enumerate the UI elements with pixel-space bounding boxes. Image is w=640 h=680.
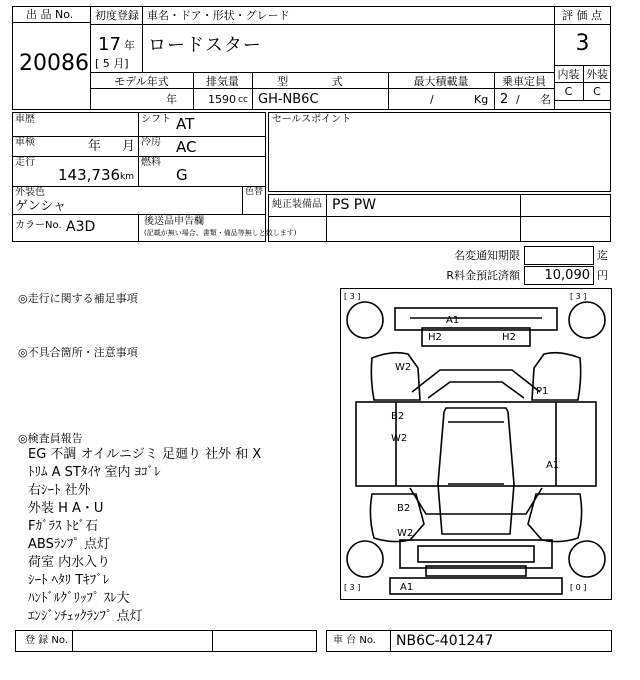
- chassis-no: NB6C-401247: [396, 633, 494, 649]
- mileage-value: 143,736: [58, 166, 121, 184]
- displacement-unit: cc: [238, 95, 248, 105]
- mark-right-front-fender: P1: [536, 386, 549, 397]
- inspector-line: ｼｰﾄ ﾍﾀﾘ Tｷﾌﾞﾚ: [28, 573, 110, 588]
- chassis-no-label: 車 台 No.: [333, 635, 376, 646]
- inspection-label: 車検: [15, 137, 35, 148]
- car-name-label: 車名・ドア・形状・グレード: [147, 9, 290, 22]
- inspector-line: 荷室 内水入り: [28, 555, 111, 570]
- recycle-fee-unit: 円: [597, 269, 608, 282]
- mark-left-door-1: B2: [391, 411, 405, 422]
- mark-left-door-2: W2: [391, 433, 408, 444]
- model-type: GH-NB6C: [258, 92, 319, 107]
- shift-label: シフト: [141, 114, 171, 125]
- recycle-fee-amount: 10,090: [544, 268, 590, 283]
- capacity-separator: /: [516, 93, 520, 106]
- mileage-unit: km: [120, 172, 134, 182]
- documents-label: 後送品申告欄: [144, 216, 204, 227]
- name-change-unit: 迄: [597, 249, 608, 262]
- inspector-report-label: ◎検査員報告: [18, 432, 83, 445]
- lot-no: 20086: [19, 51, 89, 76]
- exterior-label: 外装: [586, 68, 608, 81]
- capacity-unit: 名: [540, 93, 551, 106]
- tire-front-left-label: [ 3 ]: [344, 292, 361, 301]
- car-name: ロードスター: [148, 35, 262, 56]
- color-no: A3D: [66, 219, 96, 235]
- exterior-color: ゲンシャ: [15, 199, 67, 214]
- standard-equipment-label: 純正装備品: [272, 199, 322, 210]
- registration-year-unit: 年: [124, 39, 135, 52]
- defects-notes-label: ◎不具合箇所・注意事項: [18, 346, 138, 359]
- ac-value: AC: [176, 138, 197, 156]
- color-change-label: 色替: [245, 187, 264, 197]
- displacement: 1590: [208, 93, 236, 106]
- driving-notes-label: ◎走行に関する補足事項: [18, 292, 138, 305]
- mark-rear-bumper: A1: [400, 582, 414, 593]
- interior-grade: C: [564, 85, 573, 98]
- sales-point-label: セールスポイント: [272, 114, 352, 125]
- mark-front-bumper: A1: [446, 315, 460, 326]
- lot-no-label: 出 品 No.: [26, 8, 74, 21]
- history-label: 車歴: [15, 114, 35, 125]
- shift-value: AT: [176, 115, 195, 133]
- tire-rear-right-label: [ 0 ]: [570, 583, 587, 592]
- max-load-unit: Kg: [474, 93, 489, 106]
- first-registration-label: 初度登録: [95, 9, 139, 22]
- registration-month: [ 5 月]: [95, 57, 129, 70]
- model-type-label: 型 式: [277, 75, 363, 88]
- inspector-line: ﾄﾘﾑ A STﾀｲﾔ 室内 ﾖｺﾞﾚ: [28, 465, 161, 480]
- inspector-line: ｴﾝｼﾞﾝﾁｪｯｸﾗﾝﾌﾟ 点灯: [28, 609, 143, 624]
- inspection-year-unit: 年: [88, 139, 102, 154]
- recycle-fee-label: R料金預託済額: [446, 269, 520, 282]
- mark-hood-left: H2: [428, 332, 442, 343]
- displacement-label: 排気量: [206, 75, 239, 88]
- fuel-value: G: [176, 166, 188, 184]
- inspector-line: 右ｼｰﾄ 社外: [28, 483, 91, 498]
- exterior-grade: C: [593, 85, 601, 98]
- inspector-line: Fｶﾞﾗｽ ﾄﾋﾞ石: [28, 519, 99, 534]
- mark-right-door: A1: [546, 460, 560, 471]
- registration-no-label: 登 録 No.: [25, 635, 68, 646]
- overall-grade: 3: [575, 31, 590, 56]
- documents-note: (記載が無い場合、書類・備品等無しと致します): [144, 229, 297, 237]
- inspector-line: ﾊﾝﾄﾞﾙｸﾞﾘｯﾌﾟ ｽﾚ大: [28, 591, 130, 606]
- capacity-label: 乗車定員: [502, 75, 546, 88]
- car-diagram: [340, 288, 612, 600]
- interior-label: 内装: [557, 68, 580, 81]
- model-year-unit: 年: [166, 93, 177, 106]
- inspector-line: ABSﾗﾝﾌﾟ 点灯: [28, 537, 110, 552]
- mark-left-rear-2: W2: [397, 528, 414, 539]
- max-load-label: 最大積載量: [413, 75, 469, 88]
- mileage-label: 走行: [15, 157, 35, 168]
- max-load: /: [430, 93, 434, 106]
- inspector-line: EG 不調 オイルニジミ 足廻り 社外 和 X: [28, 447, 262, 462]
- name-change-box: [524, 246, 594, 265]
- inspector-line: 外装 H A・U: [28, 501, 104, 516]
- standard-equipment: PS PW: [332, 197, 377, 213]
- mark-left-front-fender: W2: [395, 362, 412, 373]
- registration-year: 17: [98, 34, 121, 55]
- color-no-label: カラーNo.: [15, 220, 62, 231]
- ac-label: 冷房: [141, 137, 161, 148]
- tire-front-right-label: [ 3 ]: [570, 292, 587, 301]
- inspection-month-unit: 月: [122, 139, 136, 154]
- mark-hood-right: H2: [502, 332, 516, 343]
- model-year-label: モデル年式: [114, 75, 169, 88]
- exterior-color-label: 外装色: [15, 187, 45, 198]
- name-change-label: 名変通知期限: [454, 249, 520, 262]
- grade-label: 評 価 点: [562, 9, 602, 22]
- mark-left-rear-1: B2: [397, 503, 411, 514]
- capacity: 2: [500, 92, 509, 107]
- tire-rear-left-label: [ 3 ]: [344, 583, 361, 592]
- fuel-label: 燃料: [141, 157, 161, 168]
